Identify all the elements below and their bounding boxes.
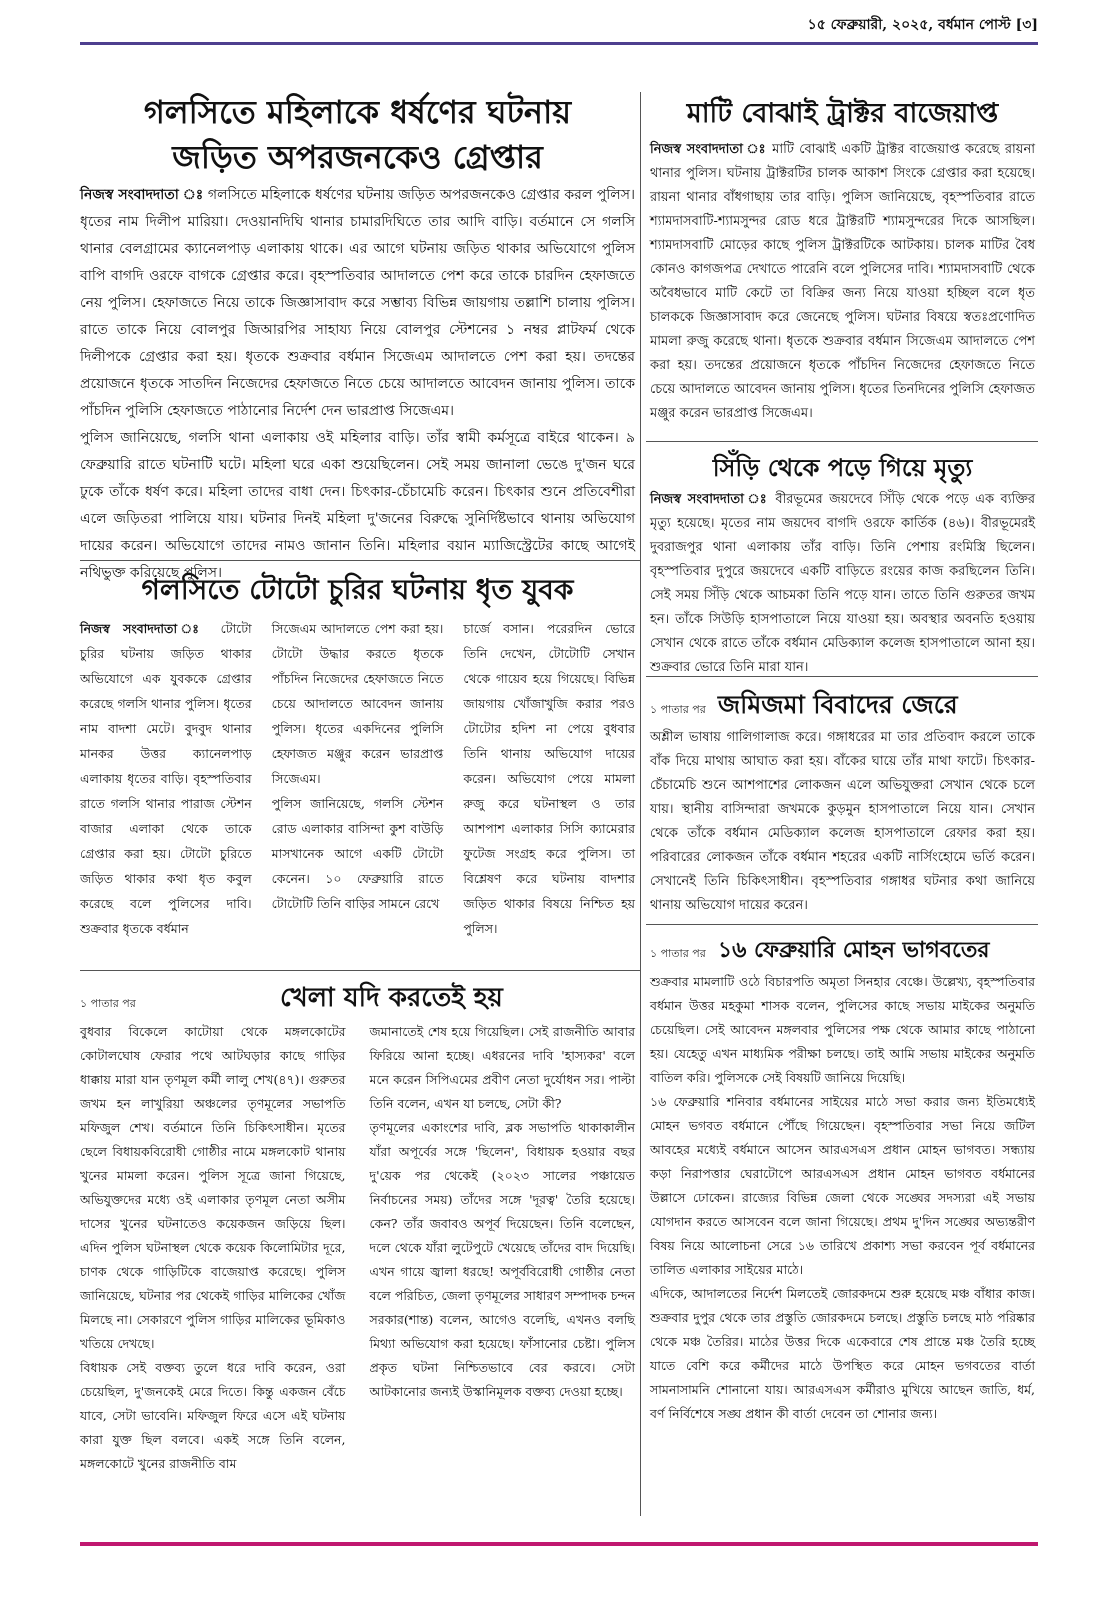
section-divider	[80, 970, 640, 971]
article-rape-arrest	[80, 90, 635, 581]
headline-row	[650, 932, 1035, 970]
byline: নিজস্ব সংবাদদাতা ঃ	[80, 187, 204, 203]
headline: মাটি বোঝাই ট্রাক্টর বাজেয়াপ্ত	[686, 98, 999, 129]
article-tractor	[650, 90, 1035, 438]
article-body	[80, 616, 635, 941]
paragraph: শুক্রবার মামলাটি ওঠে বিচারপতি অমৃতা সিনহার বেঞ্চে। উল্লেখ্য, বৃহস্পতিবার বর্ধমান উত্তর মহকুমা শাসক বলেন, পুলিসের কাছে সভায় মাইকের অনুমতি চেয়েছিল। সেই আবেদন মঙ্গলবার পুলিসের পক্ষ থেকে আমার কাছে পাঠানো হয়। যেহেতু এখন মাধ্যমিক পরীক্ষা চলছে। তাই আমি সভায় মাইকের অনুমতি বাতিল করি। পুলিসকে সেই বিষয়টি জানিয়ে দিয়েছি।	[650, 974, 1035, 1085]
paragraph: এদিকে, আদালতের নির্দেশ মিলতেই জোরকদমে শুরু হয়েছে মঞ্চ বাঁধার কাজ। শুক্রবার দুপুর থেকে তার প্রস্তুতি জোরকদমে চলছে। প্রস্তুতি চলছে মাঠ পরিষ্কার থেকে মঞ্চ তৈরির। মাঠের উত্তর দিকে একেবারে শেষ প্রান্তে মঞ্চ তৈরি হচ্ছে যাতে বেশি করে কর্মীদের মাঠে উপস্থিত করে মোহন ভগবতের বার্তা সামনাসামনি শোনানো যায়। আরএসএস কর্মীরাও মুখিয়ে আছেন জাতি, ধর্ম, বর্ণ নির্বিশেষে সঙ্ঘ প্রধান কী বার্তা দেবেন তা শোনার জন্য।	[650, 1286, 1035, 1421]
column	[463, 616, 635, 941]
paragraph: অশ্লীল ভাষায় গালিগালাজ করে। গঙ্গাধরের মা তার প্রতিবাদ করলে তাকে বাঁক দিয়ে মাথায় আঘাত করা হয়। বাঁকের ঘায়ে তাঁর মাথা ফাটে। চিৎকার-চেঁচামেচি শুনে আশপাশের লোকজন এলে অভিযুক্তরা সেখান থেকে চলে যায়। স্থানীয় বাসিন্দারা জখমকে কুড়মুন হাসপাতালে নিয়ে যান। সেখান থেকে তাঁকে বর্ধমান মেডিক্যাল কলেজ হাসপাতালে রেফার করা হয়। পরিবারের লোকজন তাঁকে বর্ধমান শহরের একটি নার্সিংহোমে ভর্তি করেন। সেখানেই তিনি চিকিৎসাধীন। বৃহস্পতিবার গঙ্গাধর ঘটনার কথা জানিয়ে থানায় অভিযোগ দায়ের করেন।	[650, 730, 1035, 913]
article-toto-theft	[80, 566, 635, 966]
paragraph: বিধায়ক সেই বক্তব্য তুলে ধরে দাবি করেন, ওরা চেয়েছিল, দু'জনকেই মেরে দিতে। কিন্তু একজন বেঁচে যাবে, সেটা ভাবেনি। মফিজুল ফিরে এসে এই ঘটনায় কারা যুক্ত ছিল বলবে। একই সঙ্গে তিনি বলেন, মঙ্গলকোটে খুনের রাজনীতি বাম	[80, 1360, 346, 1471]
headline: খেলা যদি করতেই হয়	[280, 983, 503, 1013]
bottom-rule	[80, 1542, 1038, 1546]
byline: নিজস্ব সংবাদদাতা ঃ	[650, 492, 769, 507]
headline: ১৬ ফেব্রুয়ারি মোহন ভাগবতের	[717, 938, 990, 963]
article-body	[80, 1020, 635, 1476]
paragraph: তৃণমূলের একাংশের দাবি, ব্লক সভাপতি থাকাকালীন যাঁরা অপূর্বের সঙ্গে 'ছিলেন', বিধায়ক হওয়ার বছর দু'য়েক পর থেকেই (২০২৩ সালের পঞ্চায়েত নির্বাচনের সময়) তাঁদের সঙ্গে 'দূরত্ব' তৈরি হয়েছে। কেন? তাঁর জবাবও অপূর্ব দিয়েছেন। তিনি বলেছেন, দলে থেকে যাঁরা লুটেপুটে খেয়েছে তাঁদের বাদ দিয়েছি। এখন গায়ে জ্বালা ধরছে! অপূর্ববিরোধী গোষ্ঠীর নেতা বলে পরিচিত, জেলা তৃণমূলের সাধারণ সম্পাদক চন্দন সরকার(শান্ত) বলেন, আগেও বলেছি, এখনও বলছি মিথ্যা অভিযোগ করা হয়েছে। ফাঁসানোর চেষ্টা। পুলিস প্রকৃত ঘটনা নিশ্চিতভাবে বের করবে। সেটা আটকানোর জন্যই উস্কানিমূলক বক্তব্য দেওয়া হচ্ছে।	[369, 1120, 635, 1399]
paragraph: টোটো চুরির ঘটনায় জড়িত থাকার অভিযোগে এক যুবককে গ্রেপ্তার করেছে গলসি থানার পুলিস। ধৃতের নাম বাদশা মেটে। বুদবুদ থানার মানকর উত্তর ক্যানেলপাড় এলাকায় ধৃতের বাড়ি। বৃহস্পতিবার রাতে গলসি থানার পারাজ স্টেশন বাজার এলাকা থেকে তাকে গ্রেপ্তার করা হয়। টোটো চুরিতে জড়িত থাকার কথা ধৃত কবুল করেছে বলে পুলিসের দাবি। শুক্রবার ধৃতকে বর্ধমান	[80, 621, 252, 936]
headline: গলসিতে মহিলাকে ধর্ষণের ঘটনায়	[143, 93, 572, 131]
paragraph: পুলিস জানিয়েছে, গলসি থানা এলাকায় ওই মহিলার বাড়ি। তাঁর স্বামী কর্মসূত্রে বাইরে থাকেন। ৯ ফেব্রুয়ারি রাতে ঘটনাটি ঘটে। মহিলা ঘরে একা শুয়েছিলেন। সেই সময় জানালা ভেঙে দু'জন ঘরে ঢুকে তাঁকে ধর্ষণ করে। মহিলা তাদের বাধা দেন। চিৎকার-চেঁচামেচি করেন। চিৎকার শুনে প্রতিবেশীরা এলে জড়িতরা পালিয়ে যায়। ঘটনার দিনই মহিলা দু'জনের বিরুদ্ধে সুনির্দিষ্টভাবে থানায় অভিযোগ দায়ের করেন। অভিযোগে তাদের নামও জানান তিনি। মহিলার বয়ান ম্যাজিস্ট্রেটের কাছে আগেই নথিভুক্ত করিয়েছে পুলিস।	[80, 430, 635, 581]
column	[370, 1020, 636, 1476]
paragraph: বুধবার বিকেলে কাটোয়া থেকে মঙ্গলকোটের কোটালঘোষ ফেরার পথে আটঘড়ার কাছে গাড়ির ধাক্কায় মারা যান তৃণমূল কর্মী লালু শেখ(৪৭)। গুরুতর জখম হন লাখুরিয়া অঞ্চলের তৃণমূলের সভাপতি মফিজুল শেখ। বর্তমানে তিনি চিকিৎসাধীন। মৃতের ছেলে বিধায়কবিরোধী গোষ্ঠীর নামে মঙ্গলকোট থানায় খুনের মামলা করেন। পুলিস সূত্রে জানা গিয়েছে, অভিযুক্তদের মধ্যে ওই এলাকার তৃণমূল নেতা অসীম দাসের খুনের ঘটনাতেও কয়েকজন জড়িয়ে ছিল। এদিন পুলিস ঘটনাস্থল থেকে কয়েক কিলোমিটার দূরে, চাণক থেকে গাড়িটিকে বাজেয়াপ্ত করেছে। পুলিস জানিয়েছে, ঘটনার পর থেকেই গাড়ির মালিকের খোঁজ মিলছে না। সেকারণে পুলিস গাড়ির মালিকের ভূমিকাও খতিয়ে দেখছে।	[80, 1024, 346, 1351]
article-body	[650, 726, 1035, 918]
continued-note: ১ পাতার পর	[650, 947, 706, 960]
headline: সিঁড়ি থেকে পড়ে গিয়ে মৃত্যু	[712, 454, 973, 482]
article-body	[650, 970, 1035, 1426]
masthead-dateline: ১৫ ফেব্রুয়ারী, ২০২৫, বর্ধমান পোস্ট [৩]	[807, 17, 1038, 33]
headline-row	[650, 684, 1035, 726]
paragraph: গলসিতে মহিলাকে ধর্ষণের ঘটনায় জড়িত অপরজনকেও গ্রেপ্তার করল পুলিস। ধৃতের নাম দিলীপ মারিয়া। দেওয়ানদিঘি থানার চামারদিঘিতে তার আদি বাড়ি। বর্তমানে সে গলসি থানার বেলগ্রামের ক্যানেলপাড় এলাকায় থাকে। এর আগে ঘটনায় জড়িত থাকার অভিযোগে পুলিস বাপি বাগদি ওরফে বাগকে গ্রেপ্তার করে। বৃহস্পতিবার আদালতে পেশ করে তাকে চারদিন হেফাজতে নেয় পুলিস। হেফাজতে নিয়ে তাকে জিজ্ঞাসাবাদ করে সম্ভাব্য বিভিন্ন জায়গায় তল্লাশি চালায় পুলিস। রাতে তাকে নিয়ে বোলপুর জিআরপির সাহায্য নিয়ে বোলপুর স্টেশনের ১ নম্বর প্লাটফর্ম থেকে দিলীপকে গ্রেপ্তার করা হয়। ধৃতকে শুক্রবার বর্ধমান সিজেএম আদালতে পেশ করা হয়। তদন্তের প্রয়োজনে ধৃতকে সাতদিন নিজেদের হেফাজতে নিতে চেয়ে আদালতে আবেদন জানায় পুলিস। তাকে পাঁচদিন পুলিসি হেফাজতে পাঠানোর নির্দেশ দেন ভারপ্রাপ্ত সিজেএম।	[80, 187, 635, 419]
headline-row	[80, 976, 635, 1020]
section-divider	[646, 924, 1038, 925]
column	[272, 616, 444, 941]
section-divider	[646, 441, 1038, 442]
paragraph: বীরভূমের জয়দেবে সিঁড়ি থেকে পড়ে এক ব্যক্তির মৃত্যু হয়েছে। মৃতের নাম জয়দেব বাগদি ওরফে কার্তিক (৪৬)। বীরভূমেরই দুবরাজপুর থানা এলাকায় তাঁর বাড়ি। তিনি পেশায় রংমিস্ত্রি ছিলেন। বৃহস্পতিবার দুপুরে জয়দেবে একটি বাড়িতে রংয়ের কাজ করছিলেন তিনি। সেই সময় সিঁড়ি থেকে আচমকা তিনি পড়ে যান। তাতে তিনি গুরুতর জখম হন। তাঁকে সিউড়ি হাসপাতালে নিয়ে যাওয়া হয়। অবস্থার অবনতি হওয়ায় সেখান থেকে রাতে তাঁকে বর্ধমান মেডিক্যাল কলেজ হাসপাতালে আনা হয়। শুক্রবার ভোরে তিনি মারা যান।	[650, 492, 1035, 675]
headline-line2: জড়িত অপরজনকেও গ্রেপ্তার	[172, 138, 543, 176]
article-khela	[80, 976, 635, 1521]
paragraph: চার্জে বসান। পরেরদিন ভোরে তিনি দেখেন, টোটোটি সেখান থেকে গায়েব হয়ে গিয়েছে। বিভিন্ন জায়গায় খোঁজাখুজি করার পরও টোটোর হদিশ না পেয়ে বুধবার তিনি থানায় অভিযোগ দায়ের করেন। অভিযোগ পেয়ে মামলা রুজু করে ঘটনাস্থল ও তার আশপাশ এলাকার সিসি ক্যামেরার ফুটেজ সংগ্রহ করে পুলিস। তা বিশ্লেষণ করে ঘটনায় বাদশার জড়িত থাকার বিষয়ে নিশ্চিত হয় পুলিস।	[463, 621, 635, 936]
paragraph: ১৬ ফেব্রুয়ারি শনিবার বর্ধমানের সাইয়ের মাঠে সভা করার জন্য ইতিমধ্যেই মোহন ভগবত বর্ধমানে পৌঁছে গিয়েছেন। বৃহস্পতিবার সভা নিয়ে জটিল আবহের মধ্যেই বর্ধমানে আসেন আরএসএস প্রধান মোহন ভাগবত। সন্ধ্যায় কড়া নিরাপত্তার ঘেরাটোপে আরএসএস প্রধান মোহন ভাগবত বর্ধমানের উল্লাসে ঢোকেন। রাজ্যের বিভিন্ন জেলা থেকে সঙ্ঘের সদস্যরা এই সভায় যোগদান করতে আসবেন বলে জানা গিয়েছে। প্রথম দু'দিন সঙ্ঘের অভ্যন্তরীণ বিষয় নিয়ে আলোচনা সেরে ১৬ তারিখে প্রকাশ্য সভা করবেন পূর্ব বর্ধমানের তালিত এলাকার সাইয়ের মাঠে।	[650, 1094, 1035, 1277]
paragraph: মাটি বোঝাই একটি ট্রাক্টর বাজেয়াপ্ত করেছে রায়না থানার পুলিস। ঘটনায় ট্রাক্টরটির চালক আকাশ সিংকে গ্রেপ্তার করা হয়েছে। রায়না থানার বাঁধগাছায় তার বাড়ি। পুলিস জানিয়েছে, বৃহস্পতিবার রাতে শ্যামদাসবাটি-শ্যামসুন্দর রোড ধরে ট্রাক্টরটি শ্যামসুন্দরের দিকে আসছিল। শ্যামদাসবাটি মোড়ের কাছে পুলিস ট্রাক্টরটিকে আটকায়। চালক মাটির বৈধ কোনও কাগজপত্র দেখাতে পারেনি বলে পুলিসের দাবি। শ্যামদাসবাটি থেকে অবৈধভাবে মাটি কেটে তা বিক্রির জন্য নিয়ে যাওয়া হচ্ছিল বলে ধৃত চালককে জিজ্ঞাসাবাদ করে জেনেছে পুলিস। ঘটনার বিষয়ে স্বতঃপ্রণোদিত মামলা রুজু করেছে থানা। ধৃতকে শুক্রবার বর্ধমান সিজেএম আদালতে পেশ করা হয়। তদন্তের প্রয়োজনে ধৃতকে পাঁচদিন নিজেদের হেফাজতে নিতে চেয়ে আদালতে আবেদন জানায় পুলিস। ধৃতের তিনদিনের পুলিসি হেফাজত মঞ্জুর করেন ভারপ্রাপ্ত সিজেএম।	[650, 142, 1035, 421]
article-stairs-death	[650, 448, 1035, 674]
column	[80, 1020, 346, 1476]
headline: জমিজমা বিবাদের জেরে	[717, 690, 958, 719]
article-body	[650, 138, 1035, 426]
column-divider	[640, 92, 641, 1516]
paragraph: পুলিস জানিয়েছে, গলসি স্টেশন রোড এলাকার বাসিন্দা কুশ বাউড়ি মাসখানেক আগে একটি টোটো কেনেন। ১০ ফেব্রুয়ারি রাতে টোটোটি তিনি বাড়ির সামনে রেখে	[271, 796, 444, 911]
article-land-dispute	[650, 684, 1035, 922]
continued-note: ১ পাতার পর	[80, 997, 136, 1010]
paragraph: সিজেএম আদালতে পেশ করা হয়। টোটো উদ্ধার করতে ধৃতকে পাঁচদিন নিজেদের হেফাজতে নিতে চেয়ে আদালতে আবেদন জানায় পুলিস। ধৃতের একদিনের পুলিসি হেফাজত মঞ্জুর করেন ভারপ্রাপ্ত সিজেএম।	[271, 621, 444, 786]
byline: নিজস্ব সংবাদদাতা ঃ	[650, 142, 767, 157]
continued-note: ১ পাতার পর	[650, 703, 706, 716]
byline: নিজস্ব সংবাদদাতা ঃ	[80, 621, 208, 636]
article-body	[80, 182, 635, 587]
article-body	[650, 488, 1035, 680]
column	[80, 616, 252, 941]
article-bhagwat-rally	[650, 932, 1035, 1520]
headline: গলসিতে টোটো চুরির ঘটনায় ধৃত যুবক	[141, 573, 574, 606]
top-rule	[80, 42, 1038, 45]
paragraph: জমানাতেই শেষ হয়ে গিয়েছিল। সেই রাজনীতি আবার ফিরিয়ে আনা হচ্ছে। এধরনের দাবি 'হাস্যকর' বলে মনে করেন সিপিএমের প্রবীণ নেতা দুর্যোধন সর। পাল্টা তিনি বলেন, এখন যা চলছে, সেটা কী?	[369, 1024, 635, 1111]
